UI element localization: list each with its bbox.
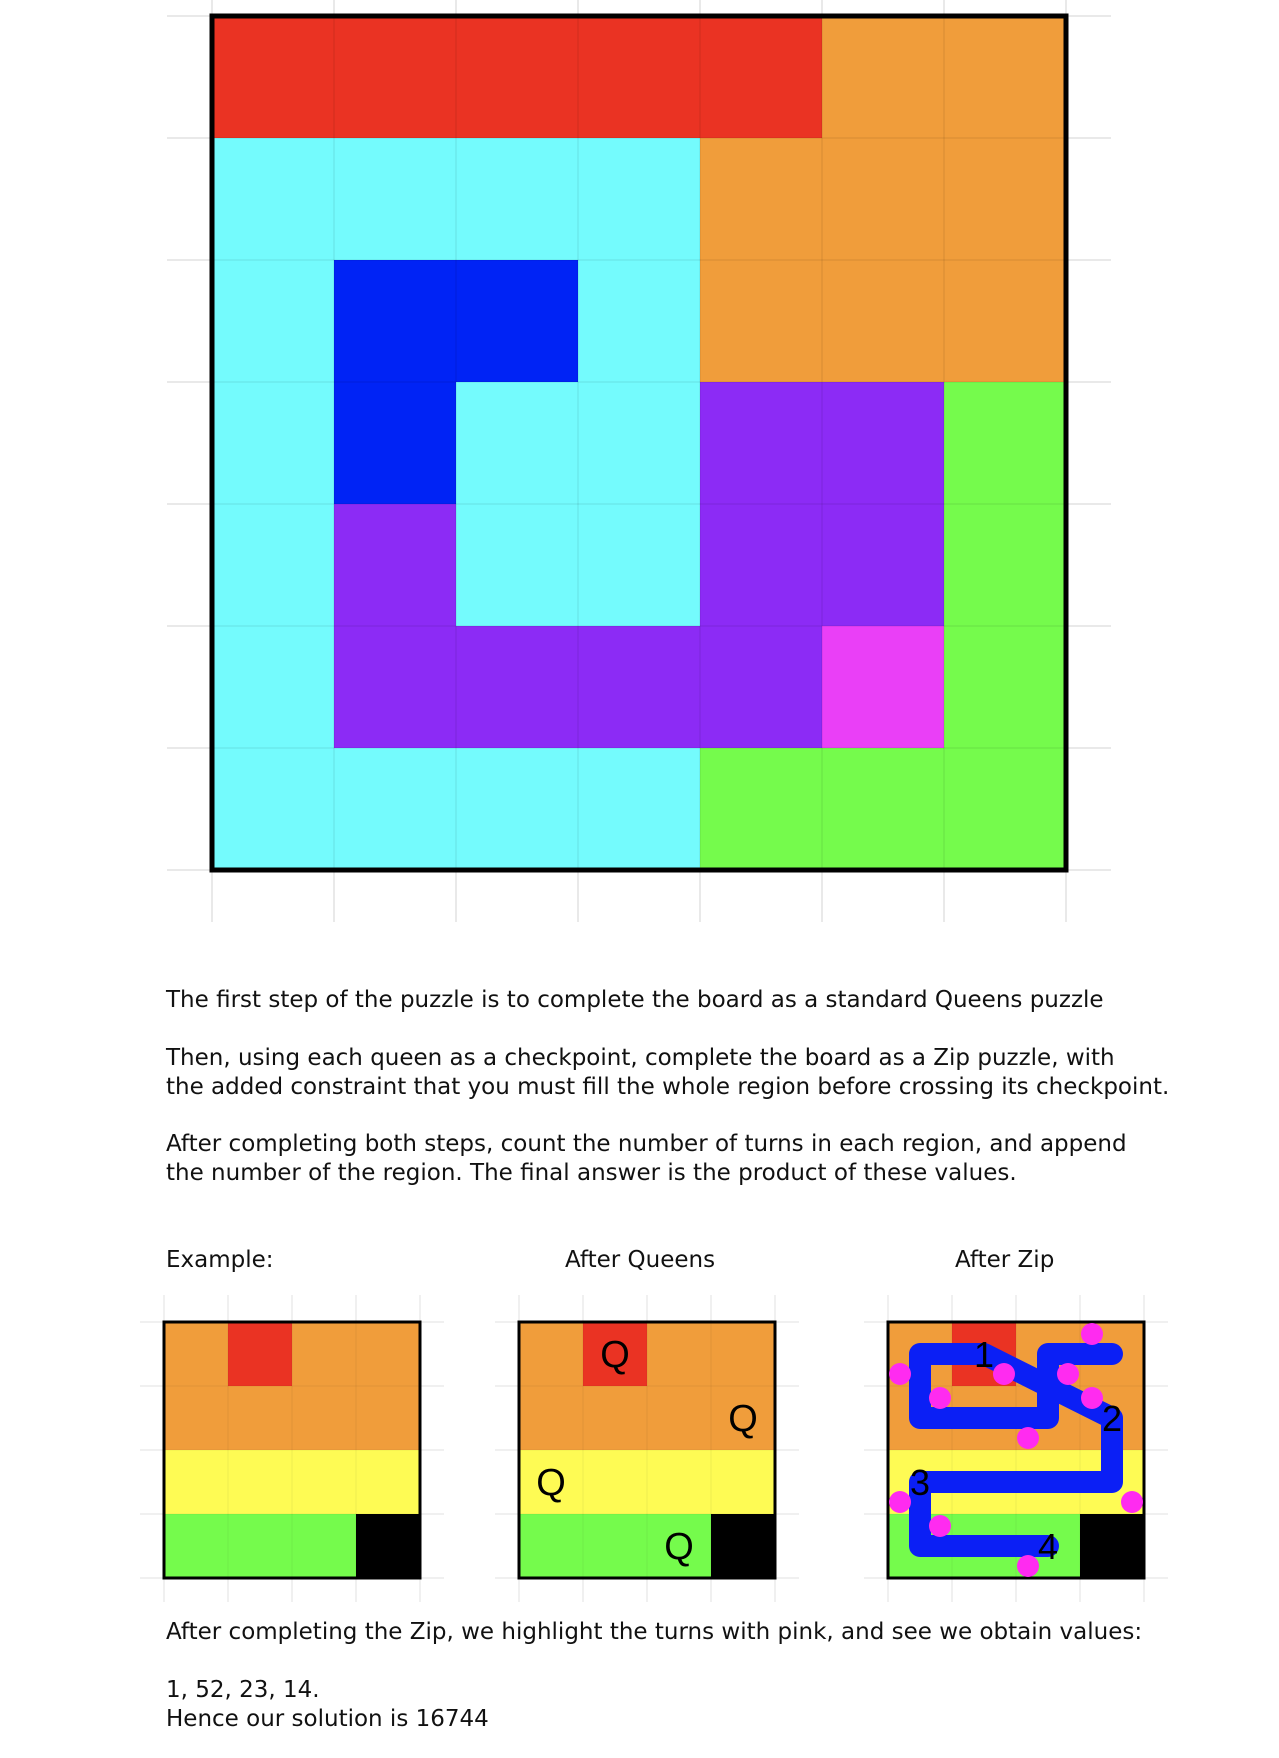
board-cell-orange [822, 16, 944, 138]
example-cell-yellow [164, 1450, 228, 1514]
example-cell-black [711, 1514, 775, 1578]
turn-marker [889, 1491, 911, 1513]
board-cell-cyan [212, 138, 334, 260]
example-cell-yellow [711, 1450, 775, 1514]
turn-marker [1081, 1323, 1103, 1345]
after-zip-board [864, 1295, 1168, 1602]
example-cell-orange [164, 1322, 228, 1386]
example-cell-red [228, 1322, 292, 1386]
example-cell-orange [647, 1386, 711, 1450]
example-boards [140, 1295, 1168, 1602]
board-cell-purple [700, 504, 822, 626]
board-cell-green [944, 748, 1066, 870]
board-cell-purple [578, 626, 700, 748]
turn-marker [993, 1363, 1015, 1385]
board-cell-purple [334, 626, 456, 748]
board-cell-purple [456, 626, 578, 748]
turn-marker [889, 1363, 911, 1385]
zip-checkpoint-number: 4 [1037, 1526, 1059, 1567]
board-cell-cyan [456, 138, 578, 260]
turn-marker [1017, 1555, 1039, 1577]
turn-marker [929, 1387, 951, 1409]
board-cell-cyan [456, 748, 578, 870]
board-cell-green [944, 382, 1066, 504]
turn-marker [929, 1515, 951, 1537]
board-cell-orange [822, 260, 944, 382]
board-cell-cyan [578, 138, 700, 260]
board-cell-blue [334, 382, 456, 504]
board-cell-blue [456, 260, 578, 382]
example-cell-green [292, 1514, 356, 1578]
conclusion-values: After completing the Zip, we highlight the turns with pink, and see we obtain values: [166, 1619, 1143, 1645]
board-cell-cyan [456, 382, 578, 504]
after-zip-label: After Zip [955, 1247, 1055, 1273]
board-cell-cyan [334, 748, 456, 870]
example-cell-orange [356, 1386, 420, 1450]
board-cell-red [700, 16, 822, 138]
turn-marker [1057, 1363, 1079, 1385]
example-cell-yellow [356, 1450, 420, 1514]
board-cell-orange [944, 260, 1066, 382]
board-cell-purple [334, 504, 456, 626]
queen-marker: Q [728, 1398, 758, 1440]
conclusion-solution: Hence our solution is 16744 [166, 1706, 489, 1732]
board-cell-orange [944, 138, 1066, 260]
example-cell-orange [228, 1386, 292, 1450]
queen-marker: Q [664, 1526, 694, 1568]
example-cell-black [356, 1514, 420, 1578]
example-cell-orange [711, 1322, 775, 1386]
board-cell-cyan [578, 504, 700, 626]
board-cell-cyan [578, 748, 700, 870]
example-cell-orange [292, 1322, 356, 1386]
example-board [140, 1295, 444, 1602]
board-cell-cyan [212, 504, 334, 626]
board-cell-red [334, 16, 456, 138]
after-queens-board [495, 1295, 799, 1602]
example-cell-orange [583, 1386, 647, 1450]
board-cell-purple [822, 504, 944, 626]
board-cell-blue [334, 260, 456, 382]
board-cell-purple [700, 382, 822, 504]
board-cell-cyan [212, 748, 334, 870]
example-cell-green [519, 1514, 583, 1578]
example-cell-yellow [292, 1450, 356, 1514]
board-cell-red [456, 16, 578, 138]
conclusion-list: 1, 52, 23, 14. [166, 1677, 320, 1703]
board-cell-red [212, 16, 334, 138]
board-cell-green [944, 504, 1066, 626]
instruction-step-1: The first step of the puzzle is to complete the board as a standard Queens puzzle [166, 987, 1104, 1013]
example-cell-green [228, 1514, 292, 1578]
main-board [212, 16, 1066, 870]
instruction-step-2: Then, using each queen as a checkpoint, complete the board as a Zip puzzle, with the added constraint that you must fill the whole region before crossing its checkpoint. [166, 1045, 1170, 1100]
example-label: Example: [166, 1247, 274, 1273]
board-cell-orange [700, 138, 822, 260]
board-cell-cyan [578, 260, 700, 382]
board-cell-green [944, 626, 1066, 748]
board-cell-purple [700, 626, 822, 748]
example-cell-orange [519, 1322, 583, 1386]
turn-marker [1017, 1427, 1039, 1449]
example-cell-black [1080, 1514, 1144, 1578]
board-cell-green [822, 748, 944, 870]
zip-checkpoint-number: 3 [909, 1462, 931, 1503]
board-cell-cyan [212, 260, 334, 382]
board-cell-cyan [578, 382, 700, 504]
example-cell-yellow [583, 1450, 647, 1514]
board-cell-orange [700, 260, 822, 382]
board-cell-orange [944, 16, 1066, 138]
example-cell-orange [647, 1322, 711, 1386]
example-cell-orange [164, 1386, 228, 1450]
instruction-step-3: After completing both steps, count the number of turns in each region, and append the number of the region. The final answer is the product of these values. [166, 1131, 1127, 1186]
example-cell-yellow [228, 1450, 292, 1514]
board-cell-cyan [212, 382, 334, 504]
board-cell-cyan [456, 504, 578, 626]
example-cell-green [164, 1514, 228, 1578]
example-cell-orange [292, 1386, 356, 1450]
example-cell-orange [519, 1386, 583, 1450]
queen-marker: Q [600, 1334, 630, 1376]
example-cell-green [583, 1514, 647, 1578]
board-cell-cyan [334, 138, 456, 260]
after-queens-label: After Queens [565, 1247, 716, 1273]
turn-marker [1121, 1491, 1143, 1513]
board-cell-cyan [212, 626, 334, 748]
board-cell-red [578, 16, 700, 138]
example-cell-yellow [647, 1450, 711, 1514]
turn-marker [1081, 1387, 1103, 1409]
queen-marker: Q [536, 1462, 566, 1504]
board-cell-green [700, 748, 822, 870]
board-cell-orange [822, 138, 944, 260]
zip-checkpoint-number: 2 [1101, 1398, 1123, 1439]
board-cell-purple [822, 382, 944, 504]
zip-checkpoint-number: 1 [973, 1334, 995, 1375]
board-cell-magenta [822, 626, 944, 748]
example-cell-orange [356, 1322, 420, 1386]
